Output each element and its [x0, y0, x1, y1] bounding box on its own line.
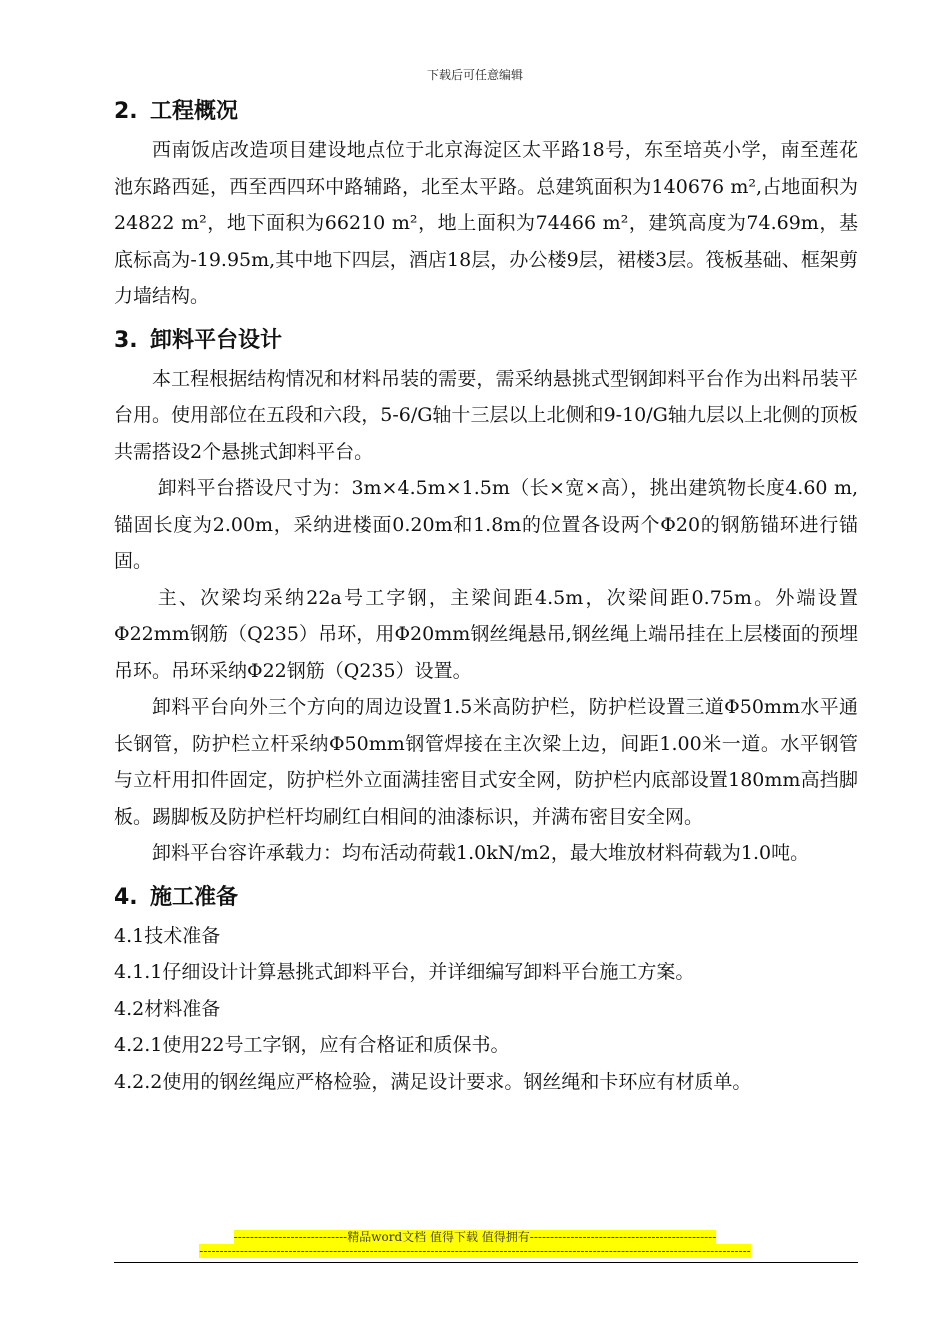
footer-banner-line-1	[0, 1228, 950, 1245]
section-4-item: 4.2.2使用的钢丝绳应严格检验，满足设计要求。钢丝绳和卡环应有材质单。	[114, 1070, 752, 1093]
document-body	[114, 92, 858, 1100]
section-3-paragraph-2: 卸料平台搭设尺寸为：3m×4.5m×1.5m（长×宽×高），挑出建筑物长度4.60 m,锚固长度为2.00m，采纳进楼面0.20m和1.8m的位置各设两个Φ20的钢筋锚环进行锚固。	[114, 477, 858, 572]
section-3-paragraph-4: 卸料平台向外三个方向的周边设置1.5米高防护栏，防护栏设置三道Φ50mm水平通长钢管，防护栏立杆采纳Φ50mm钢管焊接在主次梁上边，间距1.00米一道。水平钢管与立杆用扣件固定，防护栏外立面满挂密目式安全网，防护栏内底部设置180mm高挡脚板。踢脚板及防护栏杆均刷红白相间的油漆标识，并满布密目安全网。	[114, 696, 858, 828]
section-4-item: 4.1技术准备	[114, 924, 221, 947]
section-4-title: 施工准备	[150, 884, 239, 910]
section-3-paragraph-1: 本工程根据结构情况和材料吊装的需要，需采纳悬挑式型钢卸料平台作为出料吊装平台用。使用部位在五段和六段，5-6/G轴十三层以上北侧和9-10/G轴九层以上北侧的顶板共需搭设2个悬挑式卸料平台。	[114, 367, 858, 463]
section-2-title: 工程概况	[150, 99, 239, 124]
header-note: 下载后可任意编辑	[426, 68, 523, 82]
footer-rule	[114, 1262, 858, 1263]
section-2-heading	[114, 92, 858, 132]
section-4-heading	[114, 878, 858, 918]
footer-banner-text: ----------------------------精品word文档 值得下载 值得拥有----------------------------------------------	[233, 1230, 717, 1244]
section-2-paragraph: 西南饭店改造项目建设地点位于北京海淀区太平路18号，东至培英小学，南至莲花池东路西延，西至西四环中路辅路，北至太平路。总建筑面积为140676 m²,占地面积为24822 m²，地下面积为66210 m²，地上面积为74466 m²，建筑高度为74.69m，基底标高为-19.95m,其中地下四层，酒店18层，办公楼9层，裙楼3层。筏板基础、框架剪力墙结构。	[114, 139, 858, 307]
section-4-item: 4.2材料准备	[114, 997, 221, 1020]
section-4-item: 4.1.1仔细设计计算悬挑式卸料平台，并详细编写卸料平台施工方案。	[114, 961, 695, 983]
section-3-number: 3.	[114, 327, 138, 353]
footer-banner-line-2	[0, 1244, 950, 1258]
section-3-paragraph-5: 卸料平台容许承载力：均布活动荷载1.0kN/m2，最大堆放材料荷载为1.0吨。	[152, 842, 810, 864]
section-4-number: 4.	[114, 884, 138, 910]
section-2-number: 2.	[114, 99, 138, 124]
footer-banner-dashes: ----------------------------------------------------------------------------------------------------------------------------------------	[199, 1244, 751, 1258]
section-3-paragraph-3: 主、次梁均采纳22a号工字钢，主梁间距4.5m，次梁间距0.75m。外端设置Φ22mm钢筋（Q235）吊环，用Φ20mm钢丝绳悬吊,钢丝绳上端吊挂在上层楼面的预埋吊环。吊环采纳Φ22钢筋（Q235）设置。	[114, 586, 858, 682]
section-3-heading	[114, 321, 858, 361]
section-3-title: 卸料平台设计	[150, 327, 283, 353]
section-4-item: 4.2.1使用22号工字钢，应有合格证和质保书。	[114, 1034, 510, 1056]
